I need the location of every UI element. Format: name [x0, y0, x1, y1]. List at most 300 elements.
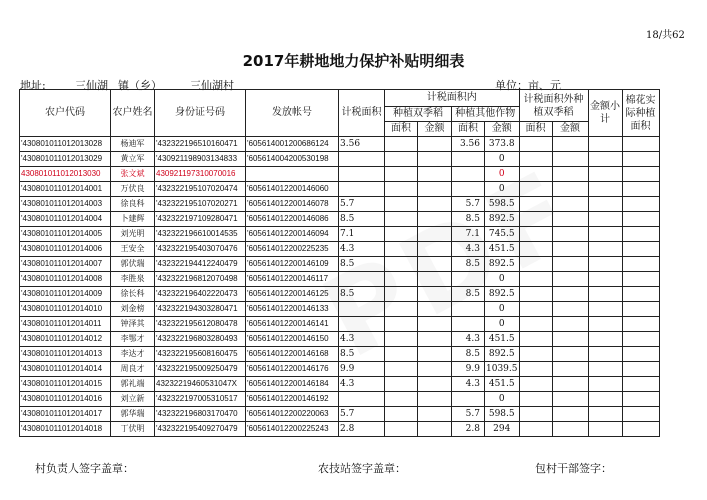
table-row [20, 302, 660, 317]
cell-code: '430801011012014003 [20, 197, 111, 212]
cell-id: '432322196402220473 [155, 287, 246, 302]
cell-empty [385, 422, 418, 437]
village-name: 三仙湖村 [190, 79, 234, 92]
cell-name: 刘立新 [111, 392, 155, 407]
cell-empty [622, 152, 659, 167]
cell-name: 黄立军 [111, 152, 155, 167]
cell-empty [588, 332, 622, 347]
cell-account: '605614012200146094 [246, 227, 339, 242]
cell-empty [385, 302, 418, 317]
cell-empty [418, 167, 452, 182]
cell-id: '432322196510160471 [155, 137, 246, 152]
cell-empty [385, 272, 418, 287]
cell-empty [385, 332, 418, 347]
table-row [20, 377, 660, 392]
cell-empty [385, 257, 418, 272]
cell-empty [552, 332, 588, 347]
cell-empty [552, 422, 588, 437]
cell-empty [418, 137, 452, 152]
cell-tax [339, 392, 385, 407]
cell-name: 郭礼端 [111, 377, 155, 392]
header-id: 身份证号码 [155, 90, 246, 137]
cell-empty [552, 347, 588, 362]
table-row [20, 317, 660, 332]
cell-code: '430801011012014005 [20, 227, 111, 242]
table-row [20, 197, 660, 212]
cell-empty [519, 317, 552, 332]
cell-empty [385, 167, 418, 182]
cell-empty [519, 212, 552, 227]
cell-o-amt: 745.5 [485, 227, 520, 242]
cell-empty [622, 212, 659, 227]
cell-id: '432322196812070498 [155, 272, 246, 287]
cell-o-amt: 892.5 [485, 212, 520, 227]
cell-account: '605614012200146150 [246, 332, 339, 347]
cell-empty [622, 347, 659, 362]
cell-empty [622, 302, 659, 317]
cell-code: 430801011012013030 [20, 167, 111, 182]
page-title: 2017年耕地地力保护补贴明细表 [242, 52, 465, 70]
cell-o-area: 8.5 [452, 347, 485, 362]
header-amount: 金额 [418, 122, 452, 137]
cell-empty [622, 377, 659, 392]
cell-name: 王安全 [111, 242, 155, 257]
table-row [20, 242, 660, 257]
header-outside: 计税面积外种植双季稻 [519, 90, 588, 122]
cell-empty [552, 287, 588, 302]
cell-o-area [452, 152, 485, 167]
cell-empty [588, 422, 622, 437]
cell-o-amt: 294 [485, 422, 520, 437]
table-row [20, 347, 660, 362]
cell-account: '605614012200146168 [246, 347, 339, 362]
cell-empty [418, 182, 452, 197]
cell-code: '430801011012014004 [20, 212, 111, 227]
cell-o-area: 4.3 [452, 332, 485, 347]
cell-empty [385, 242, 418, 257]
subsidy-table [19, 89, 660, 437]
cell-empty [385, 137, 418, 152]
cell-o-area: 5.7 [452, 197, 485, 212]
cell-code: '430801011012014010 [20, 302, 111, 317]
header-area: 面积 [385, 122, 418, 137]
cell-empty [552, 197, 588, 212]
cell-o-area [452, 272, 485, 287]
cell-empty [588, 257, 622, 272]
cell-account: '605614012200146060 [246, 182, 339, 197]
cell-empty [519, 407, 552, 422]
cell-empty [519, 197, 552, 212]
cell-account: '605614012200146078 [246, 197, 339, 212]
cell-o-area: 8.5 [452, 287, 485, 302]
cell-tax: 3.56 [339, 137, 385, 152]
cell-empty [385, 152, 418, 167]
cell-o-amt: 373.8 [485, 137, 520, 152]
header-tax-inner: 计税面积内 [385, 90, 520, 107]
cell-code: '430801011012014006 [20, 242, 111, 257]
cell-id: '432322196803280493 [155, 332, 246, 347]
header-account: 发放帐号 [246, 90, 339, 137]
table-row [20, 287, 660, 302]
cell-o-amt: 451.5 [485, 332, 520, 347]
cell-o-amt: 892.5 [485, 287, 520, 302]
cell-tax: 5.7 [339, 197, 385, 212]
table-row [20, 212, 660, 227]
header-amount: 金额 [552, 122, 588, 137]
cell-empty [588, 152, 622, 167]
header-other-crops: 种植其他作物 [452, 107, 520, 122]
cell-account: '605614012200146125 [246, 287, 339, 302]
cell-empty [552, 137, 588, 152]
cell-empty [519, 227, 552, 242]
header-double-rice: 种植双季稻 [385, 107, 452, 122]
cell-empty [622, 242, 659, 257]
cell-o-amt: 0 [485, 167, 520, 182]
cell-name: 杨迪军 [111, 137, 155, 152]
cell-empty [622, 227, 659, 242]
cell-empty [519, 347, 552, 362]
cell-o-area [452, 317, 485, 332]
cell-empty [622, 392, 659, 407]
cell-code: '430801011012014007 [20, 257, 111, 272]
cell-empty [588, 272, 622, 287]
cell-empty [519, 182, 552, 197]
cell-o-area: 2.8 [452, 422, 485, 437]
cell-id: '432322197005310517 [155, 392, 246, 407]
cell-empty [385, 362, 418, 377]
cell-empty [588, 167, 622, 182]
cell-name: 万伏良 [111, 182, 155, 197]
cell-id: '430921198903134833 [155, 152, 246, 167]
cell-empty [588, 137, 622, 152]
town-name: 三仙湖 [75, 79, 108, 92]
table-row [20, 407, 660, 422]
cell-empty [519, 137, 552, 152]
cell-empty [622, 197, 659, 212]
cell-empty [418, 407, 452, 422]
cell-account: '605614012200146141 [246, 317, 339, 332]
cell-empty [519, 422, 552, 437]
table-row [20, 422, 660, 437]
cell-empty [552, 152, 588, 167]
cell-name: 刘金榜 [111, 302, 155, 317]
cell-empty [588, 347, 622, 362]
cell-empty [622, 332, 659, 347]
cell-id: '432322195009250479 [155, 362, 246, 377]
cell-o-amt: 0 [485, 392, 520, 407]
cell-o-amt: 892.5 [485, 347, 520, 362]
cell-id: '432322196610014535 [155, 227, 246, 242]
cell-account: '605614012200220063 [246, 407, 339, 422]
header-code: 农户代码 [20, 90, 111, 137]
cell-o-amt: 1039.5 [485, 362, 520, 377]
cell-empty [622, 317, 659, 332]
header-name: 农户姓名 [111, 90, 155, 137]
cell-tax: 4.3 [339, 242, 385, 257]
cell-empty [622, 287, 659, 302]
cell-code: '430801011012014011 [20, 317, 111, 332]
cell-empty [622, 257, 659, 272]
cell-empty [588, 362, 622, 377]
table-row [20, 392, 660, 407]
cell-code: '430801011012014012 [20, 332, 111, 347]
cell-empty [418, 377, 452, 392]
cell-name: 徐良科 [111, 197, 155, 212]
cell-empty [588, 197, 622, 212]
cell-empty [622, 272, 659, 287]
cell-empty [552, 317, 588, 332]
header-amount: 金额 [485, 122, 520, 137]
cell-empty [385, 392, 418, 407]
cell-o-amt: 598.5 [485, 197, 520, 212]
cell-empty [519, 332, 552, 347]
cell-account: '605614012200146184 [246, 377, 339, 392]
cell-empty [588, 242, 622, 257]
cell-tax [339, 182, 385, 197]
cell-tax: 8.5 [339, 287, 385, 302]
cell-empty [622, 362, 659, 377]
cell-empty [418, 302, 452, 317]
cell-id: '432322195608160475 [155, 347, 246, 362]
cell-name: 李胜泉 [111, 272, 155, 287]
cell-empty [552, 392, 588, 407]
cell-empty [418, 317, 452, 332]
cell-empty [588, 182, 622, 197]
cell-empty [552, 362, 588, 377]
cell-empty [588, 287, 622, 302]
cell-empty [588, 392, 622, 407]
cell-code: '430801011012013028 [20, 137, 111, 152]
cell-empty [418, 257, 452, 272]
cell-tax [339, 272, 385, 287]
cell-empty [588, 407, 622, 422]
cell-empty [519, 392, 552, 407]
cell-empty [418, 287, 452, 302]
cadre-signature: 包村干部签字： [535, 462, 612, 475]
cell-account: '605614012200225243 [246, 422, 339, 437]
table-row [20, 257, 660, 272]
cell-empty [385, 227, 418, 242]
header-area: 面积 [519, 122, 552, 137]
header-area: 面积 [452, 122, 485, 137]
cell-o-area [452, 302, 485, 317]
cell-tax: 8.5 [339, 347, 385, 362]
cell-empty [622, 422, 659, 437]
cell-tax [339, 317, 385, 332]
header-total: 金额小计 [588, 90, 622, 137]
cell-empty [418, 422, 452, 437]
cell-tax [339, 167, 385, 182]
address-label: 地址: [20, 79, 46, 92]
cell-empty [552, 167, 588, 182]
cell-name: 周良才 [111, 362, 155, 377]
cell-tax: 9.9 [339, 362, 385, 377]
cell-tax [339, 152, 385, 167]
cell-code: '430801011012013029 [20, 152, 111, 167]
cell-name: 丁伏明 [111, 422, 155, 437]
cell-tax: 7.1 [339, 227, 385, 242]
cell-empty [519, 362, 552, 377]
table-row [20, 137, 660, 152]
cell-empty [552, 227, 588, 242]
cell-id: '432322196803170470 [155, 407, 246, 422]
cell-name: 卜建辉 [111, 212, 155, 227]
table-row [20, 272, 660, 287]
table-row [20, 152, 660, 167]
cell-o-area: 4.3 [452, 242, 485, 257]
cell-empty [418, 242, 452, 257]
cell-empty [622, 407, 659, 422]
cell-empty [385, 287, 418, 302]
cell-o-area: 4.3 [452, 377, 485, 392]
cell-empty [588, 317, 622, 332]
cell-id: '432322195107020271 [155, 197, 246, 212]
cell-name: 郭华瑞 [111, 407, 155, 422]
cell-empty [588, 377, 622, 392]
village-head-signature: 村负责人签字盖章： [35, 462, 134, 475]
agri-station-signature: 农技站签字盖章： [318, 462, 406, 475]
cell-empty [385, 347, 418, 362]
cell-tax: 8.5 [339, 212, 385, 227]
cell-name: 张文斌 [111, 167, 155, 182]
cell-empty [418, 212, 452, 227]
cell-empty [385, 212, 418, 227]
cell-account: '605614012200146117 [246, 272, 339, 287]
cell-o-area: 8.5 [452, 257, 485, 272]
cell-o-amt: 0 [485, 317, 520, 332]
town-suffix: 镇（乡） [118, 79, 162, 92]
cell-id: '432322195107020474 [155, 182, 246, 197]
cell-id: '432322194303280471 [155, 302, 246, 317]
cell-id: '432322195409270479 [155, 422, 246, 437]
cell-o-area: 3.56 [452, 137, 485, 152]
cell-empty [519, 242, 552, 257]
cell-empty [519, 152, 552, 167]
cell-empty [418, 347, 452, 362]
cell-empty [552, 272, 588, 287]
cell-tax: 8.5 [339, 257, 385, 272]
cell-empty [552, 407, 588, 422]
cell-empty [519, 287, 552, 302]
cell-id: 43232219460531047X [155, 377, 246, 392]
cell-name: 郭伏瑞 [111, 257, 155, 272]
cell-empty [552, 182, 588, 197]
cell-tax [339, 302, 385, 317]
cell-account: '605614012200146176 [246, 362, 339, 377]
cell-o-amt: 892.5 [485, 257, 520, 272]
cell-empty [519, 167, 552, 182]
table-row [20, 227, 660, 242]
cell-empty [418, 362, 452, 377]
cell-code: '430801011012014017 [20, 407, 111, 422]
table-row [20, 332, 660, 347]
cell-empty [385, 377, 418, 392]
cell-id: '432322195403070476 [155, 242, 246, 257]
cell-o-amt: 451.5 [485, 242, 520, 257]
cell-empty [588, 212, 622, 227]
cell-account: '605614001200686124 [246, 137, 339, 152]
cell-o-amt: 0 [485, 152, 520, 167]
cell-account: '605614012200225235 [246, 242, 339, 257]
cell-tax: 4.3 [339, 377, 385, 392]
cell-empty [552, 257, 588, 272]
cell-code: '430801011012014001 [20, 182, 111, 197]
unit-label: 单位：亩、元 [495, 79, 561, 92]
cell-empty [385, 317, 418, 332]
cell-o-area: 8.5 [452, 212, 485, 227]
cell-code: '430801011012014016 [20, 392, 111, 407]
table-row [20, 362, 660, 377]
cell-account: '605614004200530198 [246, 152, 339, 167]
cell-empty [418, 332, 452, 347]
cell-empty [552, 377, 588, 392]
cell-tax: 5.7 [339, 407, 385, 422]
page-number: 18/共62 [646, 30, 685, 41]
table-row [20, 182, 660, 197]
cell-code: '430801011012014008 [20, 272, 111, 287]
cell-empty [622, 167, 659, 182]
cell-account: '605614012200146086 [246, 212, 339, 227]
cell-account: '605614012200146133 [246, 302, 339, 317]
cell-empty [622, 137, 659, 152]
cell-empty [519, 302, 552, 317]
cell-tax: 4.3 [339, 332, 385, 347]
cell-empty [519, 257, 552, 272]
cell-name: 徐长科 [111, 287, 155, 302]
cell-empty [385, 407, 418, 422]
cell-empty [519, 377, 552, 392]
cell-name: 钟泽其 [111, 317, 155, 332]
cell-empty [552, 242, 588, 257]
cell-empty [418, 392, 452, 407]
cell-name: 刘光明 [111, 227, 155, 242]
cell-id: '432322195612080478 [155, 317, 246, 332]
cell-name: 李达才 [111, 347, 155, 362]
cell-o-area [452, 167, 485, 182]
cell-o-area [452, 182, 485, 197]
cell-code: '430801011012014014 [20, 362, 111, 377]
cell-name: 李鄂才 [111, 332, 155, 347]
table-row [20, 167, 660, 182]
header-tax-area: 计税面积 [339, 90, 385, 137]
cell-code: '430801011012014015 [20, 377, 111, 392]
cell-account: '605614012200146192 [246, 392, 339, 407]
cell-o-amt: 451.5 [485, 377, 520, 392]
cell-empty [418, 227, 452, 242]
cell-o-area [452, 392, 485, 407]
cell-empty [418, 272, 452, 287]
cell-code: '430801011012014009 [20, 287, 111, 302]
cell-o-amt: 0 [485, 302, 520, 317]
cell-empty [385, 197, 418, 212]
cell-empty [622, 182, 659, 197]
cell-o-area: 9.9 [452, 362, 485, 377]
cell-account: '605614012200146109 [246, 257, 339, 272]
cell-empty [588, 302, 622, 317]
cell-tax: 2.8 [339, 422, 385, 437]
cell-empty [552, 212, 588, 227]
cell-o-area: 5.7 [452, 407, 485, 422]
cell-empty [418, 152, 452, 167]
cell-o-amt: 0 [485, 182, 520, 197]
cell-id: '432322194412240479 [155, 257, 246, 272]
cell-empty [385, 182, 418, 197]
cell-id: '432322197109280471 [155, 212, 246, 227]
cell-o-amt: 0 [485, 272, 520, 287]
cell-o-area: 7.1 [452, 227, 485, 242]
cell-code: '430801011012014018 [20, 422, 111, 437]
cell-code: '430801011012014013 [20, 347, 111, 362]
